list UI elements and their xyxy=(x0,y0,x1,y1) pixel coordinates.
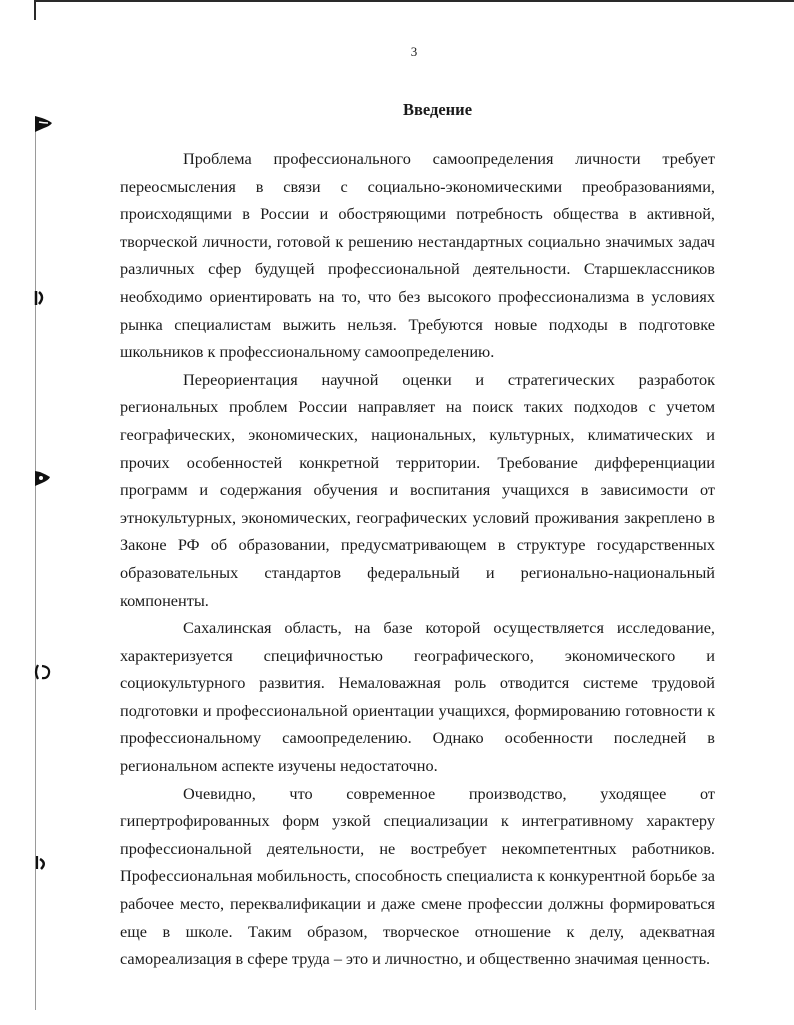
section-title: Введение xyxy=(402,100,473,119)
binder-hole-mark-icon xyxy=(30,660,56,684)
scan-top-edge xyxy=(36,0,794,2)
scan-left-margin-line xyxy=(35,130,36,1010)
scan-left-edge xyxy=(34,0,36,20)
paragraph: Сахалинская область, на базе которой осуществляется исследование, характеризуется специфичностью географического, экономического и социокультурного развития. Немаловажная роль отводится системе трудовой подготовки и профессиональной ориентации учащихся, формированию готовности к профессиональному самоопределению. Однако особенности последней в региональном аспекте изучены недостаточно. xyxy=(120,618,715,776)
page-number: 3 xyxy=(410,44,418,59)
paragraph: Переориентация научной оценки и стратегических разработок региональных проблем России направляет на поиск таких подходов с учетом географических, экономических, национальных, культурных, климатических и прочих особенностей конкретной территории. Требование дифференциации программ и содержания обучения и воспитания учащихся в зависимости от этнокультурных, экономических, географических условий проживания закреплено в Законе РФ об образовании, предусматривающем в структуре государственных образовательных стандартов федеральный и регионально-национальный компоненты. xyxy=(120,369,715,610)
paragraph: Очевидно, что современное производство, уходящее от гипертрофированных форм узкой специализации к интегративному характеру профессиональной деятельности, не востребует некомпетентных работников. Профессиональная мобильность, способность специалиста к конкурентной борьбе за рабочее место, переквалификации и даже смене профессии должны формироваться еще в школе. Таким образом, творческое отношение к делу, адекватная самореализация в сфере труда – это и личностно, и общественно значимая ценность. xyxy=(120,783,715,969)
binder-hole-mark-icon xyxy=(30,285,56,309)
binder-hole-mark-icon xyxy=(30,466,56,490)
binder-hole-mark-icon xyxy=(30,112,56,136)
paragraph: Проблема профессионального самоопределения личности требует переосмысления в связи с социально-экономическими преобразованиями, происходящими в России и обостряющими потребность общества в активной, творческой личности, готовой к решению нестандартных социально значимых задач различных сфер будущей профессиональной деятельности. Старшеклассников необходимо ориентировать на то, что без высокого профессионализма в условиях рынка специалистам выжить нельзя. Требуются новые подходы в подготовке школьников к профессиональному самоопределению. xyxy=(120,149,715,362)
binder-hole-mark-icon xyxy=(30,850,56,874)
body-text xyxy=(120,145,715,973)
